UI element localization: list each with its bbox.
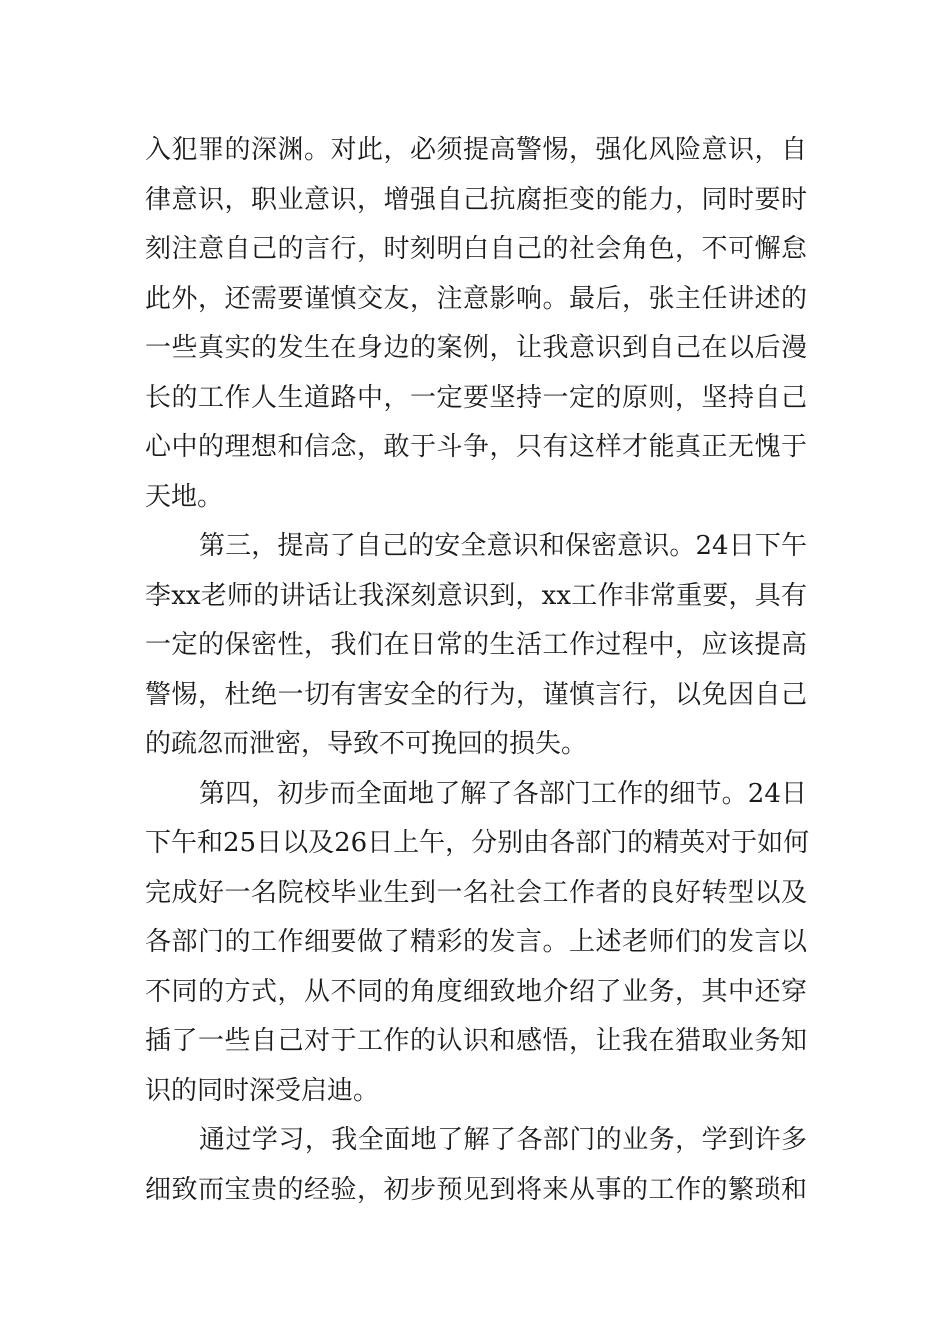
text-line: 刻注意自己的言行，时刻明白自己的社会角色，不可懈怠 [145,234,807,264]
text-line: 通过学习，我全面地了解了各部门的业务，学到许多 [199,1125,807,1155]
text-line: 第三，提高了自己的安全意识和保密意识。24日下午 [199,531,807,561]
text-line: 不同的方式，从不同的角度细致地介绍了业务，其中还穿 [145,976,807,1007]
text-line: 的疏忽而泄密，导致不可挽回的损失。 [145,729,588,759]
text-line: 细致而宝贵的经验，初步预见到将来从事的工作的繁琐和 [145,1174,807,1205]
text-line: 第四，初步而全面地了解了各部门工作的细节。24日 [199,778,807,809]
text-line: 警惕，杜绝一切有害安全的行为，谨慎言行，以免因自己 [145,679,807,710]
paragraph-2 [145,522,807,770]
text-line: 长的工作人生道路中，一定要坚持一定的原则，坚持自己 [145,382,807,413]
document-body [145,126,810,1215]
text-line: 李xx老师的讲话让我深刻意识到，xx工作非常重要，具有 [145,580,807,611]
text-line: 天地。 [145,481,224,512]
text-line: 此外，还需要谨慎交友，注意影响。最后，张主任讲述的 [145,283,807,314]
text-line: 下午和25日以及26日上午，分别由各部门的精英对于如何 [145,828,810,858]
text-line: 心中的理想和信念，敢于斗争，只有这样才能真正无愧于 [145,432,807,462]
text-line: 律意识，职业意识，增强自己抗腐拒变的能力，同时要时 [145,184,807,215]
text-line: 一定的保密性，我们在日常的生活工作过程中，应该提高 [145,630,807,660]
text-line: 一些真实的发生在身边的案例，让我意识到自己在以后漫 [145,333,807,363]
text-line: 完成好一名院校毕业生到一名社会工作者的良好转型以及 [145,877,807,908]
text-line: 入犯罪的深渊。对此，必须提高警惕，强化风险意识，自 [145,135,807,165]
text-line: 识的同时深受启迪。 [145,1075,380,1106]
paragraph-3 [145,770,810,1117]
paragraph-1 [145,126,807,522]
text-line: 插了一些自己对于工作的认识和感悟，让我在猎取业务知 [145,1026,807,1056]
paragraph-4 [145,1116,807,1215]
text-line: 各部门的工作细要做了精彩的发言。上述老师们的发言以 [145,927,807,957]
